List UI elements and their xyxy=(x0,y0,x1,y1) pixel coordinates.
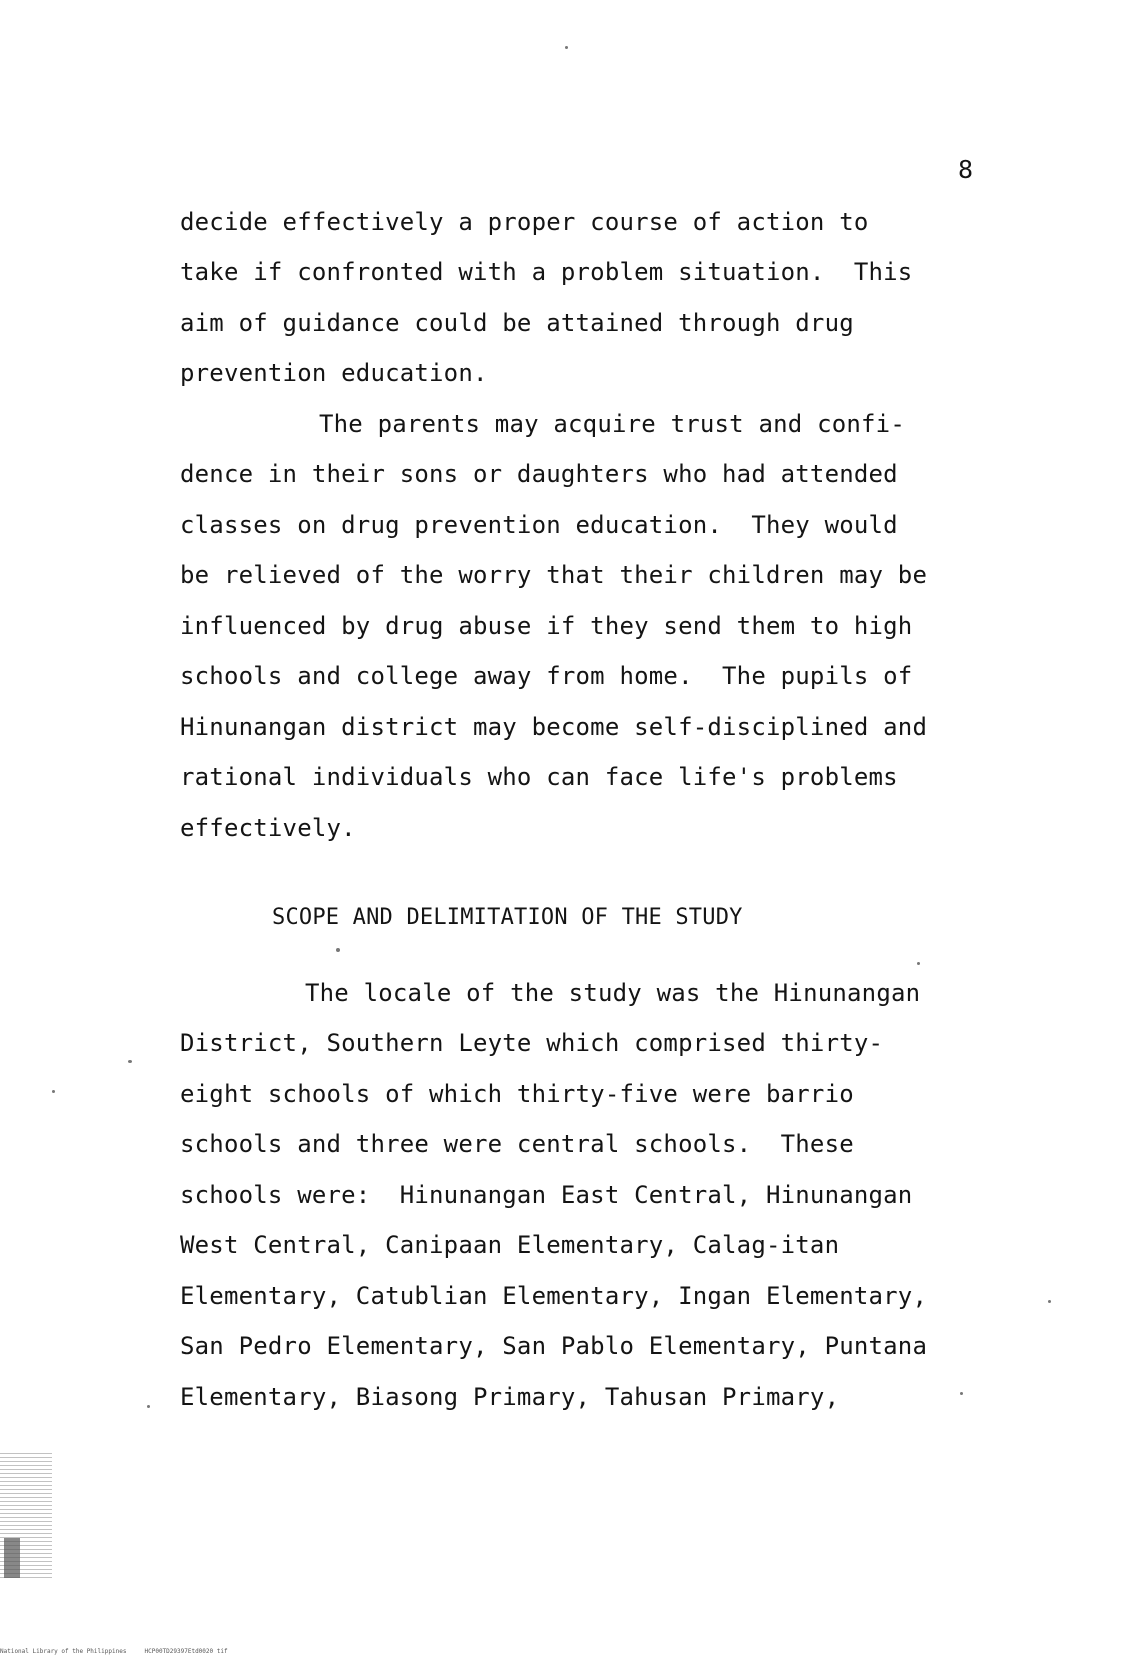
paragraph-line: Hinunangan district may become self-disciplined and xyxy=(180,713,928,741)
paragraph-line: Elementary, Catublian Elementary, Ingan Elementary, xyxy=(180,1282,928,1310)
paragraph-line: Elementary, Biasong Primary, Tahusan Primary, xyxy=(180,1383,840,1411)
paragraph-line: schools were: Hinunangan East Central, Hinunangan xyxy=(180,1181,913,1209)
section-heading: SCOPE AND DELIMITATION OF THE STUDY xyxy=(272,905,743,930)
footer-line xyxy=(0,1648,228,1656)
scan-speck xyxy=(336,948,340,952)
paragraph-line: effectively. xyxy=(180,814,356,842)
paragraph-line: The locale of the study was the Hinunangan xyxy=(305,979,921,1007)
paragraph-line: West Central, Canipaan Elementary, Calag-itan xyxy=(180,1231,840,1259)
scan-speck xyxy=(565,46,568,49)
paragraph-line: schools and college away from home. The pupils of xyxy=(180,662,913,690)
scan-speck xyxy=(1048,1300,1051,1303)
paragraph-line: District, Southern Leyte which comprised thirty- xyxy=(180,1029,884,1057)
scan-speck xyxy=(128,1060,132,1063)
scan-speck xyxy=(917,962,920,965)
paragraph-line: San Pedro Elementary, San Pablo Elementary, Puntana xyxy=(180,1332,928,1360)
paragraph-line: The parents may acquire trust and confi- xyxy=(319,410,905,438)
footer-library: National Library of the Philippines xyxy=(0,1648,127,1655)
paragraph-line: take if confronted with a problem situation. This xyxy=(180,258,913,286)
scan-speck xyxy=(52,1090,55,1093)
scan-speck xyxy=(960,1392,963,1395)
paragraph-line: schools and three were central schools. These xyxy=(180,1130,854,1158)
paragraph-line: prevention education. xyxy=(180,359,488,387)
paragraph-line: rational individuals who can face life's problems xyxy=(180,763,898,791)
paragraph-line: influenced by drug abuse if they send them to high xyxy=(180,612,913,640)
paragraph-line: aim of guidance could be attained through drug xyxy=(180,309,854,337)
scan-edge-blob xyxy=(4,1538,20,1578)
paragraph-line: be relieved of the worry that their children may be xyxy=(180,561,928,589)
footer-code: HCP00TD29397Etd0020 tif xyxy=(144,1648,228,1655)
page-number: 8 xyxy=(958,155,974,184)
scan-speck xyxy=(147,1405,150,1408)
paragraph-line: decide effectively a proper course of action to xyxy=(180,208,869,236)
paragraph-line: eight schools of which thirty-five were barrio xyxy=(180,1080,854,1108)
paragraph-line: classes on drug prevention education. They would xyxy=(180,511,898,539)
paragraph-line: dence in their sons or daughters who had attended xyxy=(180,460,898,488)
